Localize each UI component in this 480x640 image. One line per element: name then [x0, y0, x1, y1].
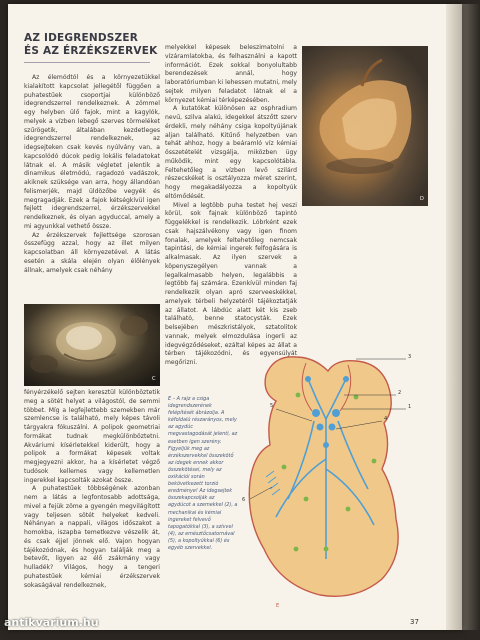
heading-rule [24, 62, 150, 63]
paragraph: A puhatestűek többségének azonban nem a látás a legfontosabb adottsága, mivel a fejük zöme a gyengén megvilágított vagy teljesen sötét helyeket kedveli. Néhányan a nappali, világos időszakot a homokba, iszapba temetkezve vészelik át, és csak éjjel jönnek elő. Vajon hogyan tájékozódnak, és hogyan találják meg a betevőt, ligyen az élő zsákmány vagy hulladék? Világos, hogy a tengeri puhatestűek kémiai érzékszervek sokaságával rendelkeznek, [24, 485, 160, 589]
paragraph: melyekkel képesek beleszimatolni a vízáramlatokba, és felhasználni a kapott információt. Ezek sokkal bonyolultabb berendezések annál, hogy laboratóriumban ki lehessen mutatni, mely sejtek milyen feladatot látnak el a környezet kémiai térképezésében. [165, 44, 297, 104]
heading-line-1: AZ IDEGRENDSZER [24, 32, 139, 44]
text-column-2 [165, 44, 297, 368]
snail-anatomy-drawing [236, 349, 426, 611]
watermark-logo: antikvarium.hu [4, 616, 99, 629]
paragraph: A kutatókat különösen az osphradium nevű, szilva alakú, idegekkel átszőtt szerv érdekli, mely néhány csiga kopoltyújának aljan található. Kitűnő helyzetben van tehát ahhoz, hogy a beáramló víz kémiai összetételét vizsgálja, miközben ügy működik, mint egy kapcsolótábla. Feltehetőleg a vízben levő szilárd részecskéket is osztályozza méret szerint, hogy megakadályozza a kopoltyúk eltömődését. [165, 105, 297, 200]
snail-photo-illustration [24, 304, 160, 386]
heading-line-2: ÉS AZ ÉRZÉKSZERVEK [24, 45, 158, 57]
figure-caption [168, 396, 238, 552]
photo-label-c: C [152, 376, 156, 382]
paragraph: fényérzékelő sejten keresztül különböztetik meg a sötét helyet a világostól, de semmi többet. Míg a legfejlettebb szemekben már szemlencse is található, mely képes távoli tárgyakra fókuszálni. A polipok geometriai formákat tudnak megkülönböztetni. Akváriumi kísérletekkel kiderült, hogy a polipok a formákat képesek voltak megjegyezni akkor, ha a kísérletet végző tudósok kellemes vagy kellemetlen ingerekkel kapcsolták azokat össze. [24, 389, 160, 484]
page-number: 37 [410, 618, 419, 626]
photo-label-d: D [420, 196, 424, 202]
nervous-system-diagram [236, 349, 426, 611]
photo-snail-sand [302, 46, 428, 206]
paragraph: Az élemódtól és a környezetükkel kialakított kapcsolat jellegétől függően a puhatestűek csoportjai különböző idegrendszerrel rendelkeznek. A zömmel egy helyben ülő fajok, mint a kagylók, melyek a vízben lebegő szerves törmeléket szűrögetik, általában kezdetleges idegrendszerrel rendelkeznek, az idegsejteken csak kevés nyúlvány van, a kapcsolódó dúcok pedig lokális feladatokat látnak el. A másik végletet jelentik a dinamikus életmódú, ragadozó vadászok, akiknek szüksége van arra, hogy állandóan felismerjék, majd üldözőbe vegyék és megragadják. Ezek a fajok kétségkívül igen fejlett idegrendszerrel, érzékszervekkel rendelkeznek, és olyan agyduccal, amely a mi agyunkkal vethető össze. [24, 74, 160, 230]
snail-closeup-illustration [302, 46, 428, 206]
diagram-label-3: 3 [408, 354, 412, 360]
section-heading [24, 32, 164, 58]
photo-snail-shells [24, 304, 160, 386]
page-gutter [446, 4, 462, 630]
paragraph: Az érzékszervek fejlettsége szorosan összefügg azzal, hogy az illet milyen kapcsolatban áll környezetével. A látás esetén a skála elején olyan élőlények állnak, amelyek csak néhány [24, 231, 160, 274]
diagram-label-1: 1 [408, 404, 412, 410]
caption-text: E – A rajz a csiga idegrendszerének felépítését ábrázolja. A kéfoldalú részarányos, mely az agydúc megvastagodását jelenti, az esetben igen szerény. Figyeljük meg az érzékszervekkel összekötő az idegek ennek akkor összekötései, mely az oxikációi során bekövetkezett torzió eredménye! Az idegsejtek összekapcsolják az agydúcot a szemekkel (2), a mechanikai és kémiai ingereket felvevő tapogatókkal (3), a szívvel (4), az emésztőcsatornával (5), a kopoltyúkkal (6) és egyéb szervekkel. [168, 396, 238, 551]
page-edge [462, 4, 480, 630]
book-page [8, 4, 462, 630]
body-outline [249, 357, 398, 596]
paragraph: Mivel a legtöbb puha testet hej veszi körül, sok fajnak különböző tapintó függelékkel is rendelkezik. Lóbrként ezek csak hajszálvékony vagy igen finom fonalak, amelyek feltehetőleg nemcsak tapintási, de kémiai ingerek felfogására is alkalmasak. Az ilyen szervek a köpenyszegélyen vannak a legalkalmasabb helyen, legalábbis a legtöbb faj számára. Ezenkívül minden faj rendelkezik olyan apró szerveeskékkel, amelyek térbeli helyzetéről tájékoztatják az állatot. A lábdúc alatt két kis zseb található, benne statocysták. Ezek belsejében mészkristályok, sztatolitok vannak, melyek elmozdulása ingerli az idegvégződéseket, ezáltal képes az állat a térben tájékozódni, és egyensúlyát megőrizni. [165, 201, 297, 366]
diagram-label-6: 6 [242, 497, 246, 503]
diagram-label-2: 2 [398, 390, 402, 396]
diagram-label-e: E [276, 603, 280, 609]
diagram-label-4: 4 [384, 416, 388, 422]
text-column-1 [24, 74, 160, 275]
diagram-label-5: 5 [270, 403, 274, 409]
text-column-1-continued [24, 389, 160, 590]
